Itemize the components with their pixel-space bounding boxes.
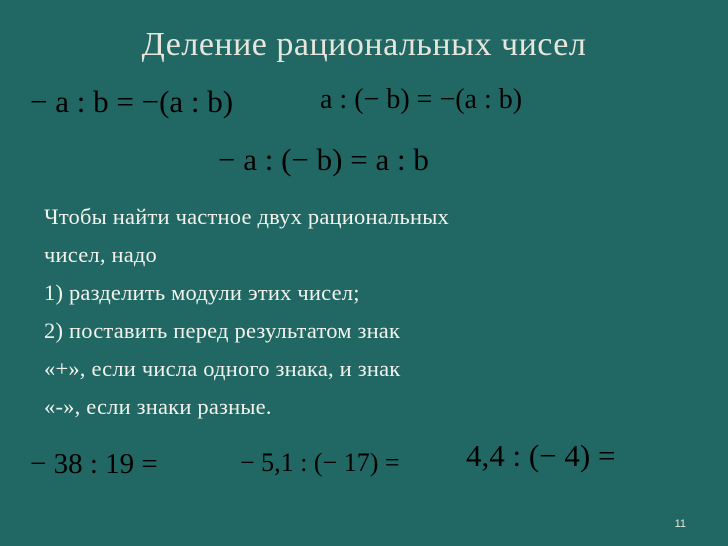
rule-line: Чтобы найти частное двух рациональных [44, 204, 449, 229]
rule-line: «-», если знаки разные. [44, 394, 272, 419]
example-3: 4,4 : (− 4) = [466, 438, 616, 473]
rule-line: чисел, надо [44, 242, 158, 267]
division-rule-text [44, 198, 684, 426]
slide-title: Деление рациональных чисел [141, 26, 587, 63]
page-number: 11 [674, 518, 686, 530]
example-2: − 5,1 : (− 17) = [240, 448, 400, 477]
formula-both-negative: − a : (− b) = a : b [218, 142, 429, 177]
rule-line: «+», если числа одного знака, и знак [44, 356, 401, 381]
example-1: − 38 : 19 = [30, 448, 158, 480]
formula-negative-divisor: a : (− b) = −(a : b) [320, 84, 523, 115]
rule-line: 1) разделить модули этих чисел; [44, 280, 360, 305]
rule-line: 2) поставить перед результатом знак [44, 318, 401, 343]
formula-negative-dividend: − a : b = −(a : b) [30, 84, 234, 119]
